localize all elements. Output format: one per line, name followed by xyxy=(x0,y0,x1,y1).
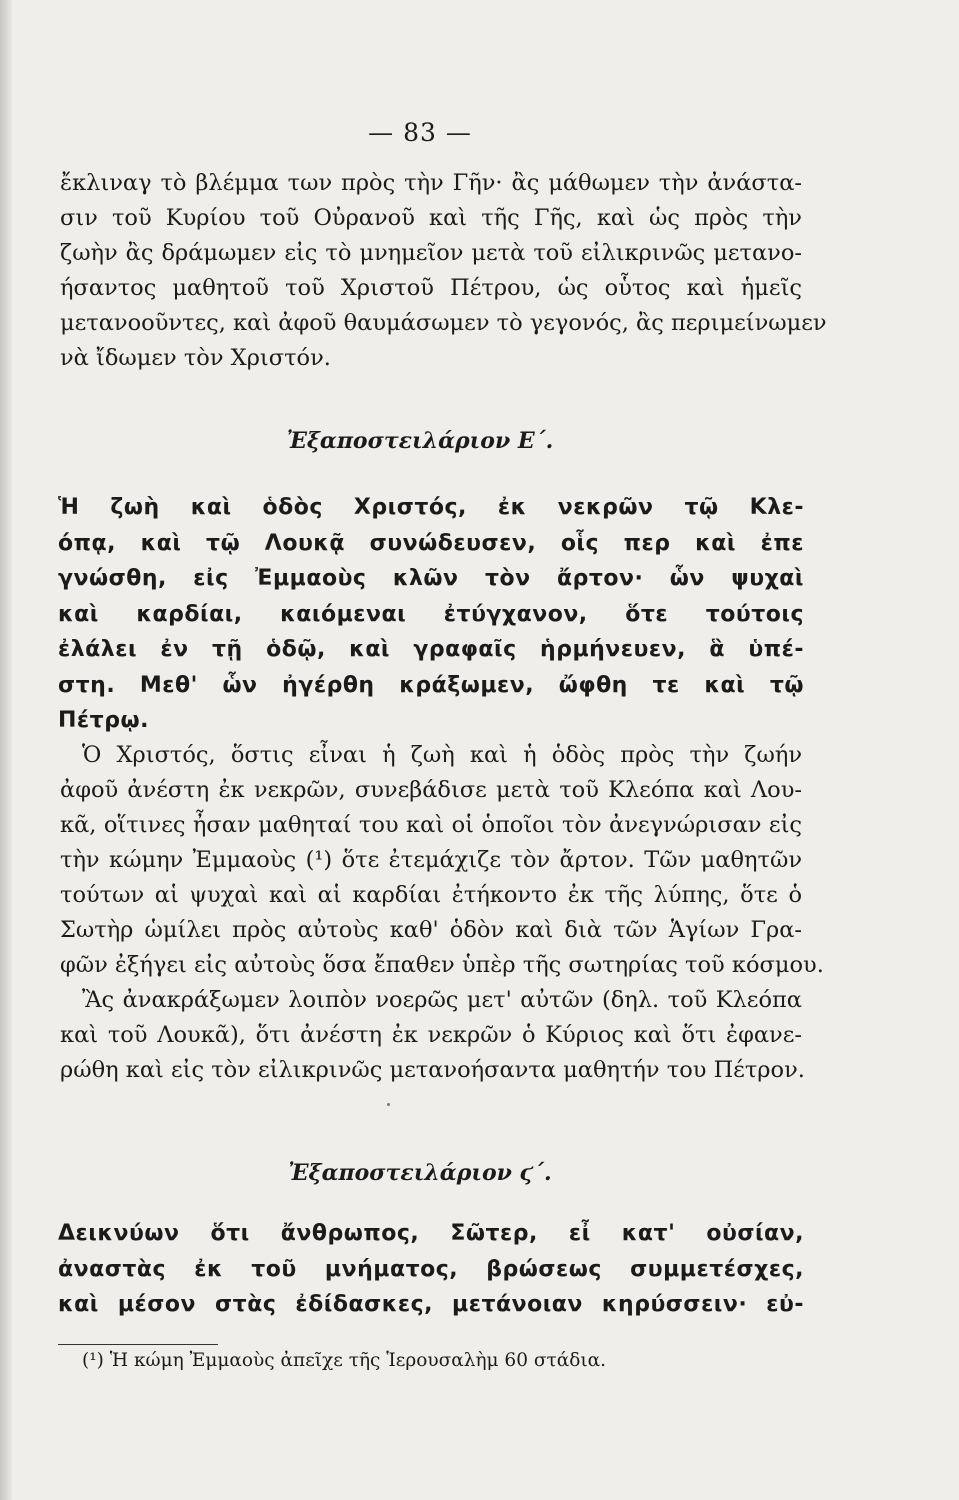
page-number: — 83 — xyxy=(368,118,472,147)
hymn-6 xyxy=(58,1216,804,1323)
footnote: (¹) Ἡ κώμη Ἐμμαοὺς ἀπεῖχε τῆς Ἱερουσαλὴμ 60 στάδια. xyxy=(82,1350,606,1371)
hymn-line: ἐλάλει ἐν τῇ ὁδῷ, καὶ γραφαῖς ἡρμήνευεν, ἃ ὑπέ- xyxy=(58,637,804,662)
text-line: ἔκλιναγ τὸ βλέμμα των πρὸς τὴν Γῆν· ἂς μάθωμεν τὴν ἀνάστα- xyxy=(60,170,802,196)
text-line: καὶ τοῦ Λουκᾶ), ὅτι ἀνέστη ἐκ νεκρῶν ὁ Κύριος καὶ ὅτι ἐφανε- xyxy=(60,1022,802,1048)
text-line: νὰ ἴδωμεν τὸν Χριστόν. xyxy=(60,345,331,371)
page-edge-shadow xyxy=(0,0,12,1500)
hymn-line: καὶ καρδίαι, καιόμεναι ἐτύγχανον, ὅτε τούτοις xyxy=(58,601,804,627)
hymn-line: Ἡ ζωὴ καὶ ὁδὸς Χριστός, ἐκ νεκρῶν τῷ Κλε- xyxy=(58,495,804,520)
text-line: Ὁ Χριστός, ὅστις εἶναι ἡ ζωὴ καὶ ἡ ὁδὸς πρὸς τὴν ζωήν xyxy=(82,742,802,768)
paragraph-2 xyxy=(60,738,824,1088)
text-line: ρώθη καὶ εἰς τὸν εἰλικρινῶς μετανοήσαντα μαθητήν του Πέτρον. xyxy=(60,1057,805,1083)
footnote-rule xyxy=(58,1344,218,1345)
text-line: τὴν κώμην Ἐμμαοὺς (¹) ὅτε ἐτεμάχιζε τὸν ἄρτον. Τῶν μαθητῶν xyxy=(60,847,802,873)
hymn-5 xyxy=(58,490,804,739)
text-line: κᾶ, οἵτινες ἦσαν μαθηταί του καὶ οἱ ὁποῖοι τὸν ἀνεγνώρισαν εἰς xyxy=(60,812,802,838)
hymn-line: στη. Μεθ' ὧν ἠγέρθη κράξωμεν, ὤφθη τε καὶ τῷ xyxy=(58,672,804,698)
text-line: φῶν ἐξήγει εἰς αὐτοὺς ὅσα ἔπαθεν ὑπὲρ τῆς σωτηρίας τοῦ κόσμου. xyxy=(60,952,824,978)
text-line: ζωὴν ἂς δράμωμεν εἰς τὸ μνημεῖον μετὰ τοῦ εἰλικρινῶς μετανο- xyxy=(60,240,802,266)
text-line: ήσαντος μαθητοῦ τοῦ Χριστοῦ Πέτρου, ὡς οὗτος καὶ ἡμεῖς xyxy=(60,275,802,301)
hymn-line: Πέτρῳ. xyxy=(58,708,149,733)
hymn-line: όπᾳ, καὶ τῷ Λουκᾷ συνώδευσεν, οἷς περ καὶ ἐπε xyxy=(58,530,804,556)
hymn-line: ἀναστὰς ἐκ τοῦ μνήματος, βρώσεως συμμετέσχες, xyxy=(58,1256,804,1282)
text-line: τούτων αἱ ψυχαὶ καὶ αἱ καρδίαι ἐτήκοντο ἐκ τῆς λύπης, ὅτε ὁ xyxy=(60,882,802,908)
text-line: σιν τοῦ Κυρίου τοῦ Οὐρανοῦ καὶ τῆς Γῆς, καὶ ὡς πρὸς τὴν xyxy=(60,205,802,231)
section-heading-6: Ἐξαποστειλάριον ϛ΄. xyxy=(288,1160,552,1186)
section-heading-5: Ἐξαποστειλάριον Ε΄. xyxy=(286,428,554,454)
text-line: ἀφοῦ ἀνέστη ἐκ νεκρῶν, συνεβάδισε μετὰ τοῦ Κλεόπα καὶ Λου- xyxy=(60,777,802,803)
hymn-line: καὶ μέσον στὰς ἐδίδασκες, μετάνοιαν κηρύσσειν· εὐ- xyxy=(58,1292,804,1317)
paragraph-1 xyxy=(60,166,827,376)
text-line: μετανοοῦντες, καὶ ἀφοῦ θαυμάσωμεν τὸ γεγονός, ἂς περιμείνωμεν xyxy=(60,310,827,336)
ink-dot xyxy=(387,1103,390,1106)
text-line: Ἂς ἀνακράξωμεν λοιπὸν νοερῶς μετ' αὐτῶν (δηλ. τοῦ Κλεόπα xyxy=(82,987,802,1013)
hymn-line: γνώσθη, εἰς Ἐμμαοὺς κλῶν τὸν ἄρτον· ὧν ψυχαὶ xyxy=(58,566,804,591)
text-line: Σωτὴρ ὡμίλει πρὸς αὐτοὺς καθ' ὁδὸν καὶ διὰ τῶν Ἁγίων Γρα- xyxy=(60,917,802,943)
hymn-line: Δεικνύων ὅτι ἄνθρωπος, Σῶτερ, εἶ κατ' οὐσίαν, xyxy=(58,1221,804,1246)
